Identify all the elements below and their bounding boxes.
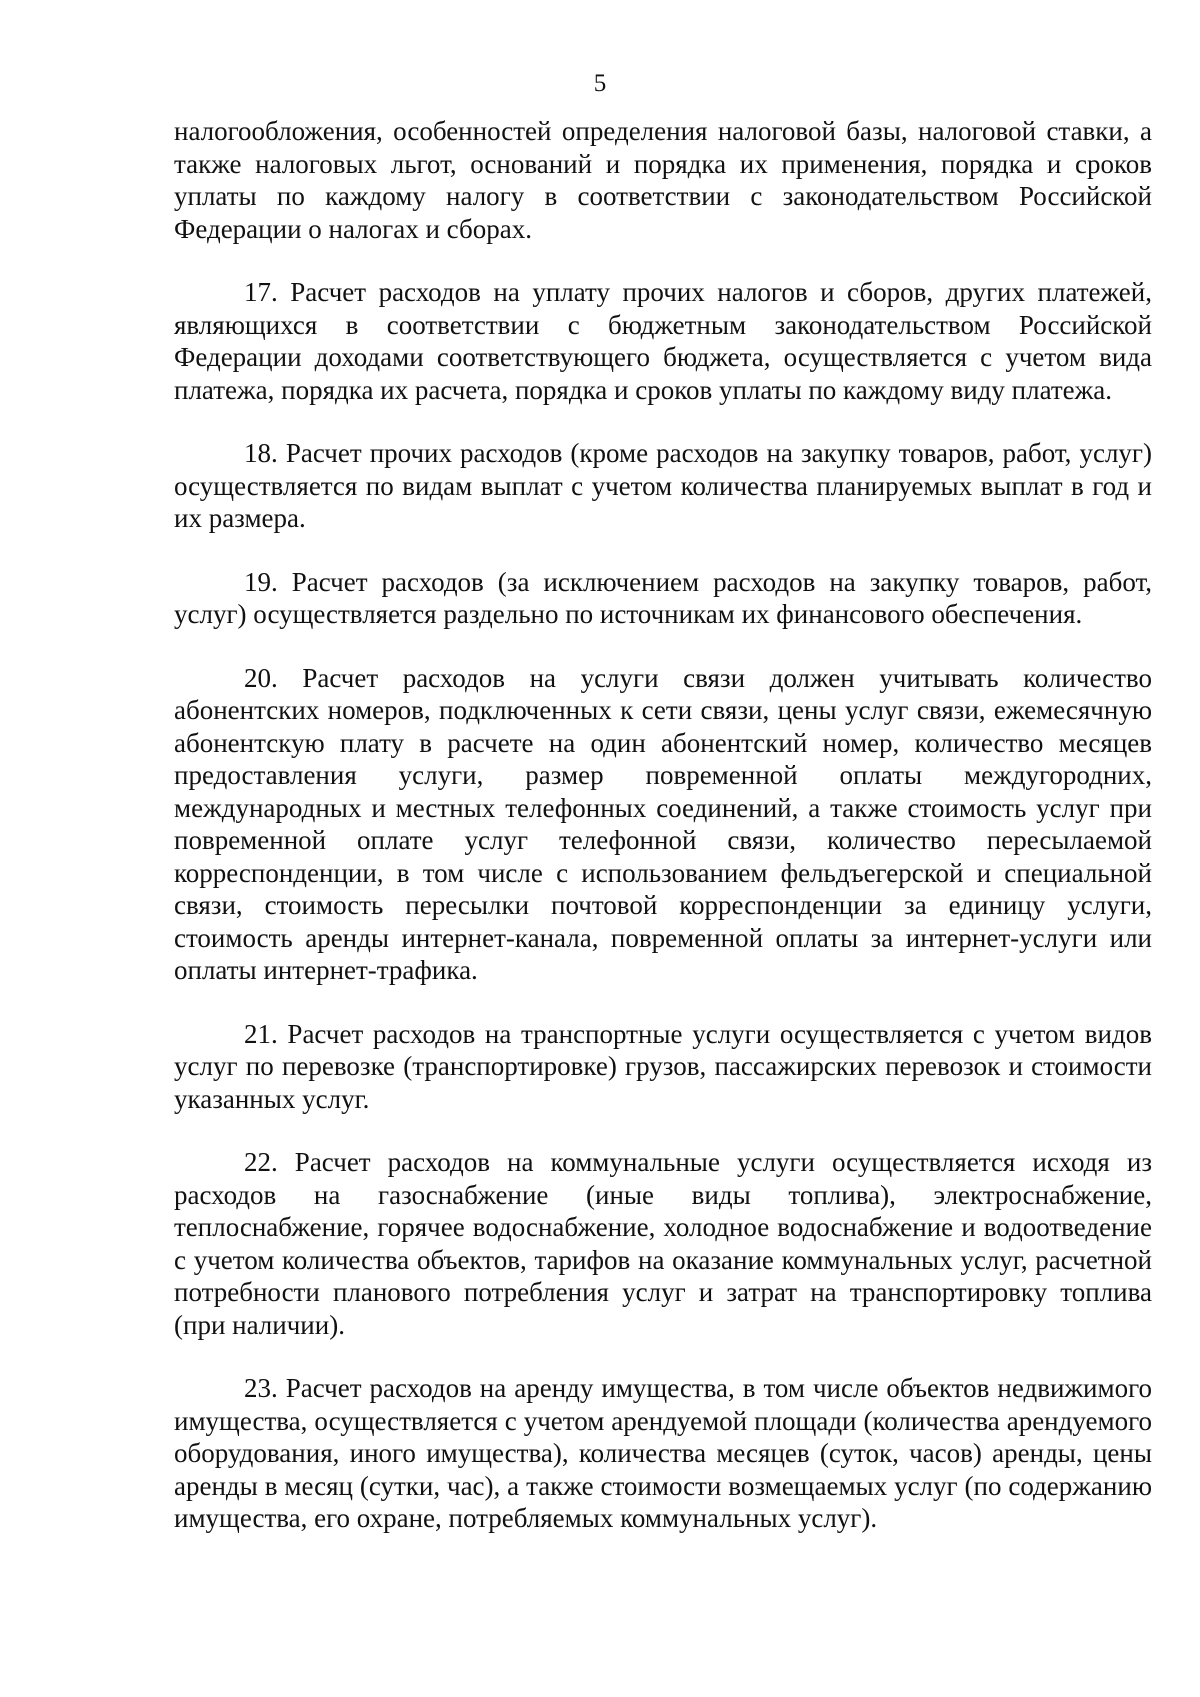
paragraph-continuation: налогообложения, особенностей определения налоговой базы, налоговой ставки, а также налоговых льгот, оснований и порядка их применения, порядка и сроков уплаты по каждому налогу в соответствии с законодательством Российской Федерации о налогах и сборах. <box>174 116 1152 244</box>
paragraph-23: 23. Расчет расходов на аренду имущества, в том числе объектов недвижимого имущества, осуществляется с учетом арендуемой площади (количества арендуемого оборудования, иного имущества), количества месяцев (суток, часов) аренды, цены аренды в месяц (сутки, час), а также стоимости возмещаемых услуг (по содержанию имущества, его охране, потребляемых коммунальных услуг). <box>174 1373 1152 1533</box>
paragraph-22: 22. Расчет расходов на коммунальные услуги осуществляется исходя из расходов на газоснабжение (иные виды топлива), электроснабжение, теплоснабжение, горячее водоснабжение, холодное водоснабжение и водоотведение с учетом количества объектов, тарифов на оказание коммунальных услуг, расчетной потребности планового потребления услуг и затрат на транспортировку топлива (при наличии). <box>174 1147 1152 1340</box>
paragraph-20: 20. Расчет расходов на услуги связи должен учитывать количество абонентских номеров, подключенных к сети связи, цены услуг связи, ежемесячную абонентскую плату в расчете на один абонентский номер, количество месяцев предоставления услуги, размер повременной оплаты междугородних, международных и местных телефонных соединений, а также стоимость услуг при повременной оплате услуг телефонной связи, количество пересылаемой корреспонденции, в том числе с использованием фельдъегерской и специальной связи, стоимость пересылки почтовой корреспонденции за единицу услуги, стоимость аренды интернет-канала, повременной оплаты за интернет-услуги или оплаты интернет-трафика. <box>174 662 1152 985</box>
paragraph-18: 18. Расчет прочих расходов (кроме расходов на закупку товаров, работ, услуг) осуществляется по видам выплат с учетом количества планируемых выплат в год и их размера. <box>174 438 1152 533</box>
document-body <box>174 115 1152 1566</box>
paragraph-21: 21. Расчет расходов на транспортные услуги осуществляется с учетом видов услуг по перевозке (транспортировке) грузов, пассажирских перевозок и стоимости указанных услуг. <box>174 1018 1152 1114</box>
paragraph-19: 19. Расчет расходов (за исключением расходов на закупку товаров, работ, услуг) осуществляется раздельно по источникам их финансового обеспечения. <box>174 566 1152 629</box>
page-number: 5 <box>593 70 607 97</box>
paragraph-17: 17. Расчет расходов на уплату прочих налогов и сборов, других платежей, являющихся в соответствии с бюджетным законодательством Российской Федерации доходами соответствующего бюджета, осуществляется с учетом вида платежа, порядка их расчета, порядка и сроков уплаты по каждому виду платежа. <box>174 277 1152 405</box>
